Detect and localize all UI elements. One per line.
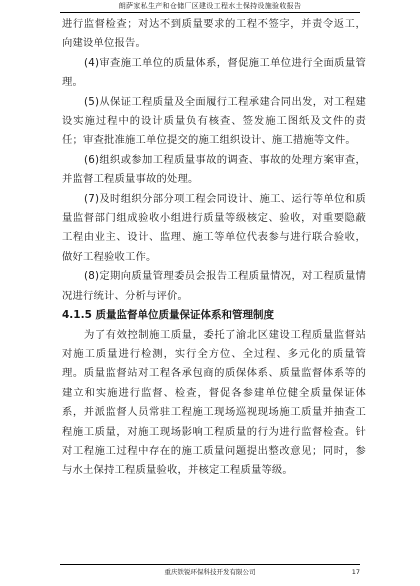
header-title: 朗萨家私生产和仓储厂区建设工程水土保持设施验收报告 xyxy=(118,2,302,10)
paragraph-item-4: (4)审查施工单位的质量体系，督促施工单位进行全面质量管理。 xyxy=(62,56,366,89)
document-body xyxy=(62,15,366,481)
page-header xyxy=(60,0,360,13)
paragraph-item-7: (7)及时组织分部分项工程会同设计、施工、运行等单位和质量监督部门组成验收小组进行质量等级核定、验收，对重要隐蔽工程由业主、设计、监理、施工等单位代表参与进行联合验收，做好工程验收工作。 xyxy=(62,192,366,263)
footer-divider xyxy=(60,564,360,565)
paragraph-item-8: (8)定期向质量管理委员会报告工程质量情况，对工程质量情况进行统计、分析与评价。 xyxy=(62,270,366,302)
paragraph-item-5: (5)从保证工程质量及全面履行工程承建合同出发，对工程建设实施过程中的设计质量负有核查、签发施工图纸及文件的责任；审查批准施工单位提交的施工组织设计、施工措施等文件。 xyxy=(62,95,366,147)
section-paragraph: 为了有效控制施工质量，委托了渝北区建设工程质量监督站对施工质量进行检测，实行全方位、全过程、多元化的质量管理。质量监督站对工程各承包商的质保体系、质量监督体系等的建立和实施进行监督、检查，督促各参建单位健全质量保证体系，并派监督人员常驻工程施工现场巡视现场施工质量并抽查工程施工质量，对施工现场影响工程质量的行为进行监督检查。针对工程施工过程中存在的施工质量问题提出整改意见；同时，参与水土保持工程质量验收，并核定工程质量等级。 xyxy=(62,328,366,477)
paragraph-item-6: (6)组织或参加工程质量事故的调查、事故的处理方案审查，并监督工程质量事故的处理。 xyxy=(62,153,366,186)
section-heading: 4.1.5 质量监督单位质量保证体系和管理制度 xyxy=(62,309,275,322)
paragraph-continuation: 进行监督检查；对达不到质量要求的工程不签字，并责令返工，向建设单位报告。 xyxy=(62,18,366,50)
page-number: 17 xyxy=(351,568,360,576)
page-footer xyxy=(60,567,360,577)
footer-organization: 重庆铁锐环保科技开发有限公司 xyxy=(164,568,256,576)
